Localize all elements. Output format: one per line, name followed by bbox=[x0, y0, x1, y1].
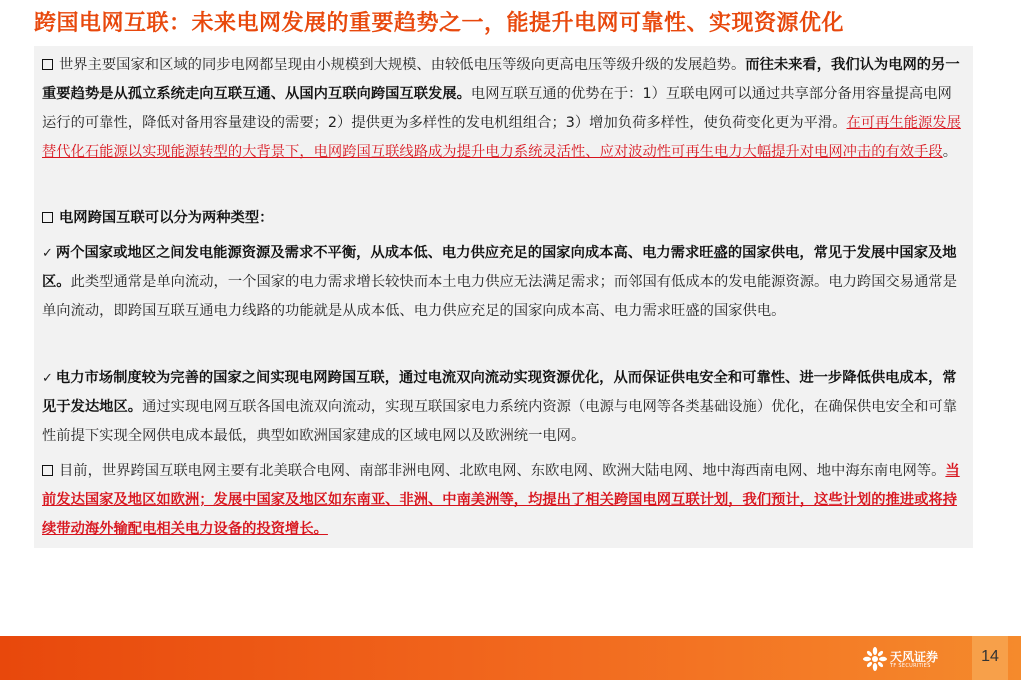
p3-sentence-1: 两个国家或地区之间发电能源资源及需求不平衡，从成本低、电力供应充足的国家向成本高、电力需求旺盛的国家供电，常见于发展中国家及地区。 bbox=[42, 245, 957, 290]
page-title: 跨国电网互联：未来电网发展的重要趋势之一，能提升电网可靠性、实现资源优化 bbox=[34, 11, 845, 36]
p4-sentence-2: 通过实现电网互联各国电流双向流动，实现互联国家电力系统内资源（电源与电网等各类基础设施）优化，在确保供电安全和可靠性前提下实现全网供电成本最低，典型如欧洲国家建成的区域电网以及欧洲统一电网。 bbox=[42, 399, 957, 444]
p1-highlight: 在可再生能源发展替代化石能源以实现能源转型的大背景下，电网跨国互联线路成为提升电力系统灵活性、应对波动性可再生电力大幅提升对电网冲击的有效手段 bbox=[42, 115, 961, 160]
p5-sentence-1: 目前，世界跨国互联电网主要有北美联合电网、南部非洲电网、北欧电网、东欧电网、欧洲大陆电网、地中海西南电网、地中海东南电网等。 bbox=[59, 463, 946, 479]
p1-sentence-2: 而往未来看，我们认为电网的另一重要趋势是从孤立系统走向互联互通、从国内互联向跨国互联发展。 bbox=[42, 57, 960, 102]
brand-logo bbox=[862, 646, 952, 672]
paragraph-types-heading bbox=[42, 204, 964, 233]
paragraph-type-one bbox=[42, 239, 964, 326]
paragraph-grid-trend bbox=[42, 51, 964, 167]
page-number: 14 bbox=[981, 648, 999, 665]
brand-name: 天风证券 bbox=[890, 650, 939, 664]
p3-sentence-2: 此类型通常是单向流动，一个国家的电力需求增长较快而本土电力供应无法满足需求；而邻国有低成本的发电能源资源。电力跨国交易通常是单向流动，即跨国互联互通电力线路的功能就是从成本低、电力供应充足的国家向成本高、电力需求旺盛的国家供电。 bbox=[42, 274, 957, 319]
footer-bar bbox=[0, 636, 1021, 680]
square-bullet-icon bbox=[42, 59, 53, 70]
content-panel bbox=[34, 46, 973, 548]
p1-sentence-1: 世界主要国家和区域的同步电网都呈现由小规模到大规模、由较低电压等级向更高电压等级升级的发展趋势。 bbox=[59, 57, 746, 73]
check-mark-icon: ✓ bbox=[42, 371, 53, 386]
page-number-box bbox=[972, 636, 1008, 680]
check-mark-icon: ✓ bbox=[42, 246, 53, 261]
p2-text: 电网跨国互联可以分为两种类型： bbox=[59, 210, 274, 226]
p1-sentence-3: 电网互联互通的优势在于：1）互联电网可以通过共享部分备用容量提高电网运行的可靠性，降低对备用容量建设的需要；2）提供更为多样性的发电机组组合；3）增加负荷多样性，使负荷变化更为平滑。 bbox=[42, 86, 952, 131]
p4-sentence-1: 电力市场制度较为完善的国家之间实现电网跨国互联，通过电流双向流动实现资源优化，从而保证供电安全和可靠性、进一步降低供电成本，常见于发达地区。 bbox=[42, 370, 957, 415]
brand-subtitle: TF SECURITIES bbox=[890, 663, 931, 669]
p1-end: 。 bbox=[942, 144, 957, 160]
paragraph-current-status bbox=[42, 457, 964, 544]
square-bullet-icon bbox=[42, 465, 53, 476]
p5-highlight: 当前发达国家及地区如欧洲；发展中国家及地区如东南亚、非洲、中南美洲等，均提出了相关跨国电网互联计划，我们预计，这些计划的推进或将持续带动海外输配电相关电力设备的投资增长。 bbox=[42, 463, 960, 537]
star-logo-icon bbox=[862, 646, 888, 672]
paragraph-type-two bbox=[42, 364, 964, 451]
square-bullet-icon bbox=[42, 212, 53, 223]
